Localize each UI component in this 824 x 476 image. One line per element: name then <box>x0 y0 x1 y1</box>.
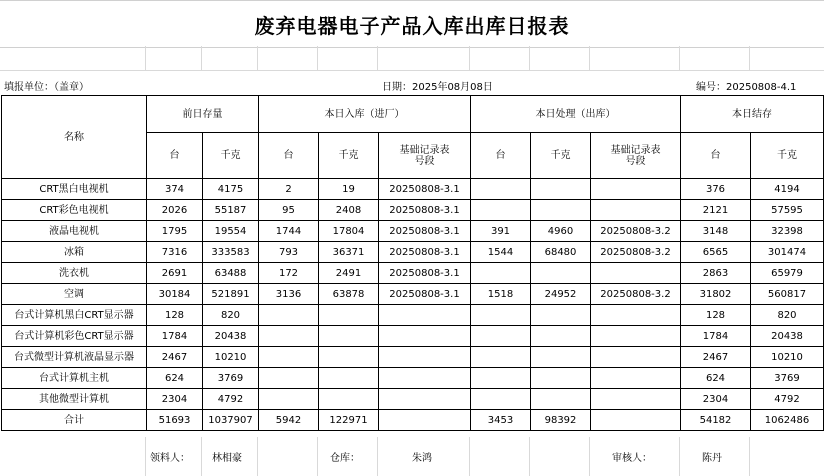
cell-bal-tai: 6565 <box>681 242 751 263</box>
report-date: 日期：2025年08月08日 <box>382 82 493 93</box>
cell-prev-tai: 30184 <box>147 284 203 305</box>
grid-cell <box>258 46 318 70</box>
cell-in-kg <box>319 305 379 326</box>
reporting-unit-label: 填报单位：（盖章） <box>4 82 89 93</box>
table-row <box>2 221 824 242</box>
cell-bal-tai: 624 <box>681 368 751 389</box>
header-in-record <box>379 133 471 179</box>
table-row <box>2 326 824 347</box>
filler-name: 林相豪 <box>202 437 258 476</box>
record-label-line1: 基础记录表 <box>399 144 450 156</box>
cell-in-rec <box>379 368 471 389</box>
blank-grid-row <box>0 46 824 71</box>
cell-out-tai <box>471 305 531 326</box>
cell-out-tai <box>471 200 531 221</box>
table-row <box>2 242 824 263</box>
cell-in-tai: 3136 <box>259 284 319 305</box>
footer-blank-cell <box>0 437 146 476</box>
grid-cell <box>590 46 680 70</box>
cell-bal-tai: 128 <box>681 305 751 326</box>
table-row <box>2 368 824 389</box>
cell-out-rec <box>591 263 681 284</box>
cell-prev-tai: 2691 <box>147 263 203 284</box>
cell-out-rec: 20250808-3.2 <box>591 242 681 263</box>
cell-bal-kg: 57595 <box>751 200 824 221</box>
table-row <box>2 305 824 326</box>
cell-name: 台式计算机主机 <box>2 368 147 389</box>
cell-prev-kg: 4175 <box>203 179 259 200</box>
table-row <box>2 263 824 284</box>
cell-prev-tai: 624 <box>147 368 203 389</box>
cell-in-kg <box>319 368 379 389</box>
header-row-groups <box>2 96 824 133</box>
cell-prev-tai: 2304 <box>147 389 203 410</box>
signature-footer <box>0 437 824 476</box>
reviewer-label: 审核人： <box>590 437 680 476</box>
report-number: 编号：20250808-4.1 <box>696 82 797 93</box>
cell-bal-tai: 54182 <box>681 410 751 431</box>
grid-cell <box>146 46 202 70</box>
cell-out-tai: 1518 <box>471 284 531 305</box>
header-out-record <box>591 133 681 179</box>
cell-in-rec <box>379 389 471 410</box>
cell-out-kg <box>531 263 591 284</box>
cell-in-rec: 20250808-3.1 <box>379 200 471 221</box>
header-prev-kg: 千克 <box>203 133 259 179</box>
cell-out-rec: 20250808-3.2 <box>591 221 681 242</box>
report-title: 废弃电器电子产品入库出库日报表 <box>0 0 824 48</box>
cell-in-kg <box>319 389 379 410</box>
cell-out-rec <box>591 179 681 200</box>
grid-cell <box>318 46 378 70</box>
cell-out-kg <box>531 200 591 221</box>
cell-out-tai <box>471 389 531 410</box>
cell-out-kg: 4960 <box>531 221 591 242</box>
cell-name: 台式计算机彩色CRT显示器 <box>2 326 147 347</box>
cell-bal-tai: 31802 <box>681 284 751 305</box>
cell-out-kg <box>531 305 591 326</box>
cell-bal-kg: 32398 <box>751 221 824 242</box>
cell-name: 冰箱 <box>2 242 147 263</box>
warehouse-label: 仓库： <box>318 437 378 476</box>
footer-blank-cell <box>470 437 530 476</box>
grid-cell <box>0 46 146 70</box>
cell-in-kg: 17804 <box>319 221 379 242</box>
cell-prev-kg: 63488 <box>203 263 259 284</box>
record-label-line2: 号段 <box>625 155 646 167</box>
cell-in-kg: 36371 <box>319 242 379 263</box>
cell-in-tai: 793 <box>259 242 319 263</box>
cell-out-rec <box>591 347 681 368</box>
cell-in-rec: 20250808-3.1 <box>379 242 471 263</box>
cell-prev-tai: 1795 <box>147 221 203 242</box>
cell-in-kg: 63878 <box>319 284 379 305</box>
cell-prev-tai: 7316 <box>147 242 203 263</box>
table-row <box>2 200 824 221</box>
cell-prev-tai: 2026 <box>147 200 203 221</box>
cell-in-tai: 5942 <box>259 410 319 431</box>
cell-in-rec <box>379 305 471 326</box>
cell-bal-tai: 2467 <box>681 347 751 368</box>
inventory-table <box>1 95 824 431</box>
cell-in-tai <box>259 347 319 368</box>
grid-cell <box>530 46 590 70</box>
cell-out-kg <box>531 347 591 368</box>
cell-in-kg: 2408 <box>319 200 379 221</box>
cell-out-kg: 24952 <box>531 284 591 305</box>
cell-bal-kg: 1062486 <box>751 410 824 431</box>
cell-out-kg <box>531 326 591 347</box>
cell-out-tai: 1544 <box>471 242 531 263</box>
cell-bal-kg: 3769 <box>751 368 824 389</box>
grid-cell <box>202 46 258 70</box>
cell-bal-kg: 560817 <box>751 284 824 305</box>
cell-in-rec <box>379 347 471 368</box>
header-bal-kg: 千克 <box>751 133 824 179</box>
cell-name: 其他微型计算机 <box>2 389 147 410</box>
cell-name: 空调 <box>2 284 147 305</box>
cell-prev-kg: 1037907 <box>203 410 259 431</box>
cell-prev-kg: 820 <box>203 305 259 326</box>
header-prev-tai: 台 <box>147 133 203 179</box>
header-today-balance: 本日结存 <box>681 96 824 133</box>
cell-bal-kg: 4194 <box>751 179 824 200</box>
table-body <box>2 179 824 431</box>
cell-bal-tai: 2304 <box>681 389 751 410</box>
cell-in-kg <box>319 326 379 347</box>
grid-cell <box>378 46 470 70</box>
reviewer-name: 陈丹 <box>680 437 750 476</box>
table-row <box>2 284 824 305</box>
cell-bal-kg: 65979 <box>751 263 824 284</box>
cell-name: 合计 <box>2 410 147 431</box>
cell-bal-tai: 3148 <box>681 221 751 242</box>
cell-out-kg: 98392 <box>531 410 591 431</box>
grid-cell <box>470 46 530 70</box>
cell-prev-tai: 128 <box>147 305 203 326</box>
cell-prev-kg: 333583 <box>203 242 259 263</box>
cell-in-rec <box>379 326 471 347</box>
cell-out-tai <box>471 368 531 389</box>
cell-in-rec: 20250808-3.1 <box>379 284 471 305</box>
warehouse-keeper-name: 朱鸿 <box>378 437 470 476</box>
cell-name: CRT彩色电视机 <box>2 200 147 221</box>
cell-prev-kg: 3769 <box>203 368 259 389</box>
cell-bal-tai: 2863 <box>681 263 751 284</box>
header-bal-tai: 台 <box>681 133 751 179</box>
cell-out-kg <box>531 179 591 200</box>
cell-name: 洗衣机 <box>2 263 147 284</box>
cell-bal-tai: 1784 <box>681 326 751 347</box>
cell-out-rec <box>591 368 681 389</box>
header-out-tai: 台 <box>471 133 531 179</box>
cell-prev-tai: 1784 <box>147 326 203 347</box>
cell-prev-kg: 20438 <box>203 326 259 347</box>
cell-bal-kg: 20438 <box>751 326 824 347</box>
cell-in-rec: 20250808-3.1 <box>379 263 471 284</box>
cell-in-kg: 122971 <box>319 410 379 431</box>
cell-bal-kg: 4792 <box>751 389 824 410</box>
cell-out-kg <box>531 368 591 389</box>
cell-in-tai: 172 <box>259 263 319 284</box>
cell-in-tai <box>259 305 319 326</box>
cell-prev-tai: 374 <box>147 179 203 200</box>
cell-prev-tai: 51693 <box>147 410 203 431</box>
table-row <box>2 179 824 200</box>
cell-prev-kg: 521891 <box>203 284 259 305</box>
cell-out-rec <box>591 389 681 410</box>
header-today-out: 本日处理（出库） <box>471 96 681 133</box>
cell-prev-kg: 4792 <box>203 389 259 410</box>
header-name: 名称 <box>2 96 147 179</box>
header-today-in: 本日入库（进厂） <box>259 96 471 133</box>
table-row <box>2 389 824 410</box>
cell-out-rec <box>591 326 681 347</box>
cell-in-tai <box>259 326 319 347</box>
header-in-kg: 千克 <box>319 133 379 179</box>
cell-out-tai <box>471 263 531 284</box>
header-out-kg: 千克 <box>531 133 591 179</box>
cell-name: CRT黑白电视机 <box>2 179 147 200</box>
cell-in-tai <box>259 389 319 410</box>
cell-bal-kg: 820 <box>751 305 824 326</box>
cell-prev-tai: 2467 <box>147 347 203 368</box>
header-prev-stock: 前日存量 <box>147 96 259 133</box>
table-row <box>2 347 824 368</box>
cell-in-kg: 2491 <box>319 263 379 284</box>
cell-bal-kg: 301474 <box>751 242 824 263</box>
cell-prev-kg: 19554 <box>203 221 259 242</box>
cell-in-tai: 2 <box>259 179 319 200</box>
cell-in-tai: 95 <box>259 200 319 221</box>
footer-blank-cell <box>530 437 590 476</box>
cell-out-kg: 68480 <box>531 242 591 263</box>
cell-in-tai: 1744 <box>259 221 319 242</box>
cell-out-rec: 20250808-3.2 <box>591 284 681 305</box>
cell-prev-kg: 55187 <box>203 200 259 221</box>
cell-in-kg <box>319 347 379 368</box>
cell-in-kg: 19 <box>319 179 379 200</box>
cell-out-tai <box>471 179 531 200</box>
cell-name: 台式微型计算机液晶显示器 <box>2 347 147 368</box>
cell-bal-tai: 376 <box>681 179 751 200</box>
cell-in-rec: 20250808-3.1 <box>379 179 471 200</box>
cell-in-rec <box>379 410 471 431</box>
cell-name: 台式计算机黑白CRT显示器 <box>2 305 147 326</box>
cell-out-kg <box>531 389 591 410</box>
cell-out-rec <box>591 410 681 431</box>
cell-out-tai <box>471 347 531 368</box>
cell-out-tai: 3453 <box>471 410 531 431</box>
cell-out-tai <box>471 326 531 347</box>
cell-bal-tai: 2121 <box>681 200 751 221</box>
table-row <box>2 410 824 431</box>
cell-prev-kg: 10210 <box>203 347 259 368</box>
grid-cell <box>680 46 750 70</box>
cell-out-rec <box>591 200 681 221</box>
cell-out-rec <box>591 305 681 326</box>
cell-name: 液晶电视机 <box>2 221 147 242</box>
record-label-line2: 号段 <box>414 155 435 167</box>
cell-bal-kg: 10210 <box>751 347 824 368</box>
filler-label: 领料人： <box>146 437 202 476</box>
footer-blank-cell <box>258 437 318 476</box>
record-label-line1: 基础记录表 <box>610 144 661 156</box>
header-in-tai: 台 <box>259 133 319 179</box>
cell-in-rec: 20250808-3.1 <box>379 221 471 242</box>
cell-out-tai: 391 <box>471 221 531 242</box>
cell-in-tai <box>259 368 319 389</box>
